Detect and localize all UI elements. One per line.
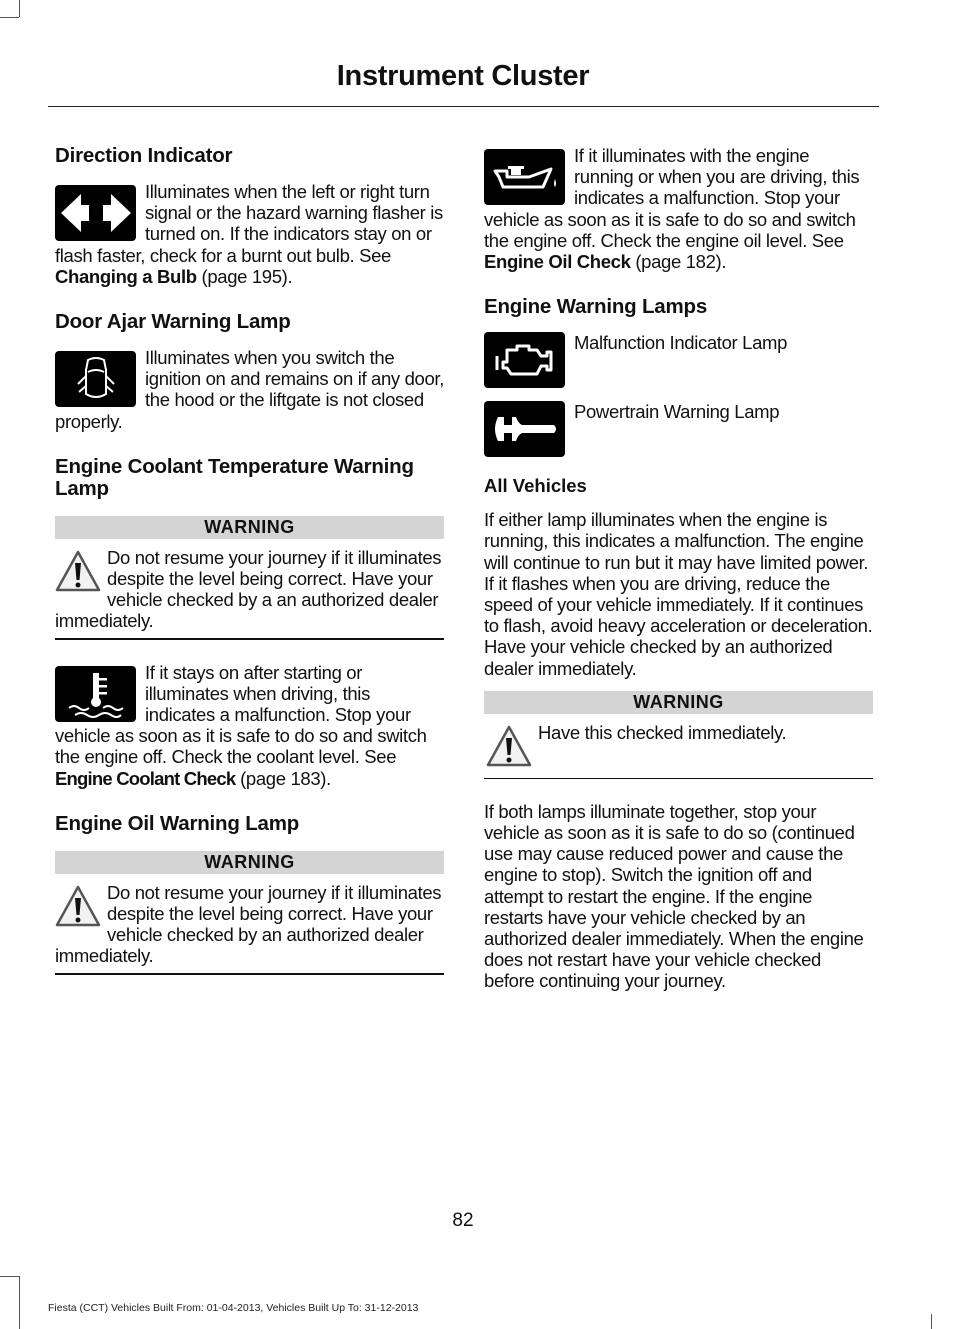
coolant-text: If it stays on after starting or illuminates when driving, this indicates a malfunction. Stop your vehicle as soon as it is safe to do so and switch the engine off. Check the coolant level. See Engine Coolant Check (page 183).	[55, 661, 427, 789]
direction-indicator-section	[55, 145, 444, 287]
warning-box	[55, 547, 444, 640]
section-heading: Direction Indicator	[55, 144, 233, 167]
all-vehicles-text: If either lamp illuminates when the engine is running, this indicates a malfunction. The engine will continue to run but it may have limited power. If it flashes when you are driving, reduce the speed of your vehicle immediately. If it continues to flash, avoid heavy acceleration or deceleration. Have your vehicle checked by an authorized dealer immediately.	[484, 509, 873, 679]
engine-warning-section	[484, 296, 873, 991]
changing-bulb-link[interactable]: Changing a Bulb	[55, 265, 197, 287]
warning-triangle-icon	[55, 884, 101, 928]
crop-mark	[0, 17, 19, 18]
right-column	[484, 145, 873, 992]
door-ajar-icon	[55, 351, 136, 407]
door-ajar-text: Illuminates when you switch the ignition on and remains on if any door, the hood or the liftgate is not closed properly.	[55, 347, 444, 432]
powertrain-label: Powertrain Warning Lamp	[574, 401, 780, 423]
footer-text: Fiesta (CCT) Vehicles Built From: 01-04-2013, Vehicles Built Up To: 31-12-2013	[48, 1302, 419, 1314]
oil-lamp-section	[484, 145, 873, 272]
mil-label: Malfunction Indicator Lamp	[574, 332, 788, 354]
section-heading: Engine Coolant Temperature Warning Lamp	[55, 454, 414, 500]
warning-text: Do not resume your journey if it illuminates despite the level being correct. Have your vehicle checked by a an authorized dealer immediately.	[55, 546, 442, 632]
wrench-icon	[484, 401, 565, 457]
direction-arrows-icon	[55, 185, 136, 241]
page-number: 82	[452, 1210, 474, 1231]
powertrain-row	[484, 401, 873, 457]
both-lamps-text: If both lamps illuminate together, stop your vehicle as soon as it is safe to do so (continued use may cause reduced power and cause the engine to stop). Switch the ignition off and attempt to restart the engine. If the engine restarts have your vehicle checked by an authorized dealer immediately. When the engine does not restart have your vehicle checked before continuing your journey.	[484, 800, 864, 992]
crop-mark	[19, 0, 20, 17]
warning-text: Do not resume your journey if it illuminates despite the level being correct. Have your vehicle checked by an authorized dealer immediately.	[55, 881, 442, 967]
mil-row	[484, 332, 873, 388]
crop-mark	[0, 1276, 19, 1277]
warning-box	[55, 882, 444, 975]
section-heading: Door Ajar Warning Lamp	[55, 310, 291, 334]
warning-text: Have this checked immediately.	[538, 721, 787, 743]
oil-can-icon	[484, 149, 565, 205]
warning-box	[484, 722, 873, 779]
coolant-temperature-icon	[55, 666, 136, 722]
page-title: Instrument Cluster	[336, 60, 590, 92]
warning-bar: WARNING	[55, 851, 444, 874]
direction-indicator-text: Illuminates when the left or right turn signal or the hazard warning flasher is turned on. If the indicators stay on or flash faster, check for a burnt out bulb. See Changing a Bulb (page 195).	[55, 181, 443, 287]
section-heading: Engine Warning Lamps	[484, 295, 708, 319]
title-divider	[48, 106, 879, 107]
engine-oil-section	[55, 813, 444, 975]
section-heading: Engine Oil Warning Lamp	[55, 811, 300, 835]
oil-lamp-text: If it illuminates with the engine running or when you are driving, this indicates a malfunction. Stop your vehicle as soon as it is safe to do so and switch the engine off. Check the engine oil level. See Engine Oil Check (page 182).	[484, 145, 860, 273]
door-ajar-section	[55, 311, 444, 432]
crop-mark	[931, 1314, 932, 1329]
check-engine-icon	[484, 332, 565, 388]
left-column	[55, 145, 444, 997]
coolant-section	[55, 456, 444, 789]
engine-coolant-check-link[interactable]: Engine Coolant Check	[55, 767, 236, 789]
engine-oil-check-link[interactable]: Engine Oil Check	[484, 251, 631, 273]
crop-mark	[19, 1276, 20, 1329]
warning-triangle-icon	[55, 549, 101, 593]
warning-bar: WARNING	[484, 691, 873, 714]
warning-triangle-icon	[484, 724, 534, 768]
warning-bar: WARNING	[55, 516, 444, 539]
all-vehicles-heading: All Vehicles	[484, 475, 587, 497]
